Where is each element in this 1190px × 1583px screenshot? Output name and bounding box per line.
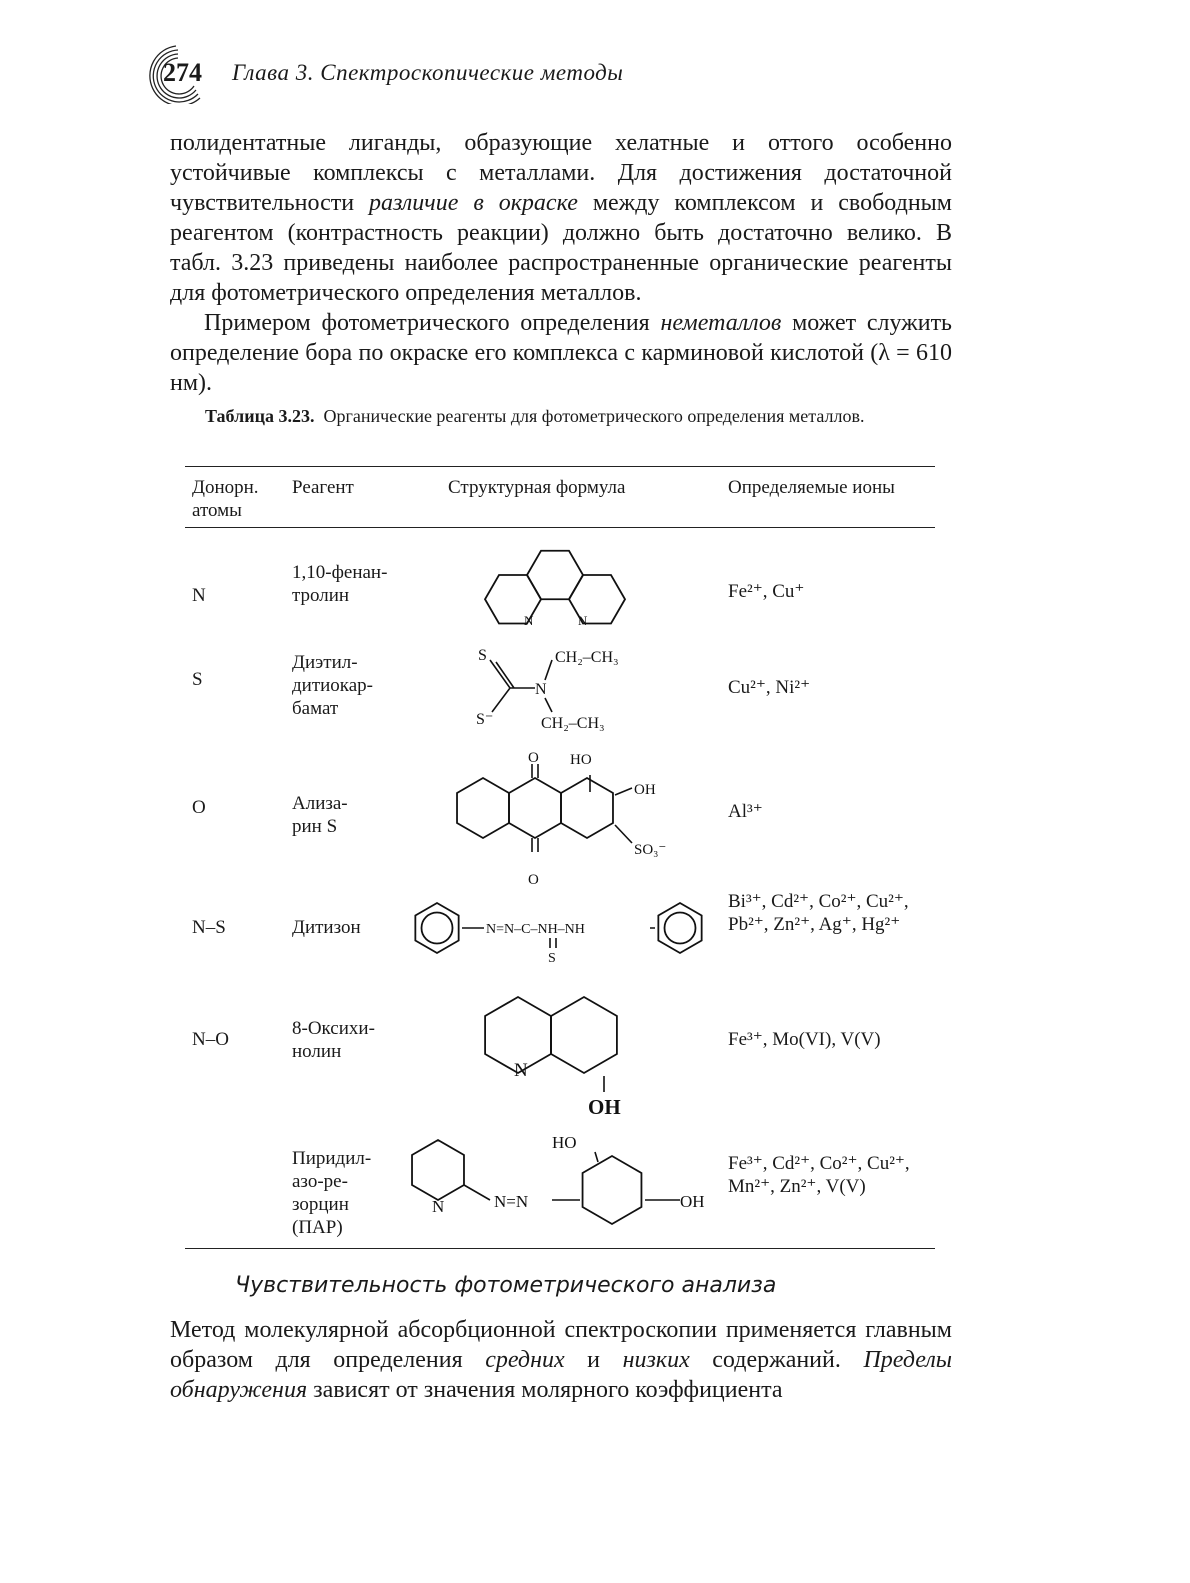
row-donor: N	[192, 585, 206, 606]
atom-label: S⁻	[476, 711, 494, 728]
row-reagent: Дитизон	[292, 917, 361, 938]
ring-icon	[551, 997, 617, 1073]
row-ions: Cu²⁺, Ni²⁺	[728, 677, 811, 698]
header-ions: Определяемые ионы	[728, 477, 895, 498]
intro-paragraph: полидентатные лиганды, образующие хелатные и оттого особенно устойчивые комплексы с металлами. Для достижения достаточной чувствительности различие в окраске между комплексом и свободным реагентом (контрастность реакции) должно быть достаточно велико. В табл. 3.23 приведены наиболее распространенные органические реагенты для фотометрического определения металлов.	[170, 130, 952, 306]
atom-label: N	[432, 1197, 445, 1216]
row-ions: Al³⁺	[728, 801, 763, 822]
row-reagent: 1,10-фенан-тролин	[292, 562, 388, 606]
table-bottom-rule	[185, 1248, 935, 1249]
row-ions: Fe³⁺, Cd²⁺, Co²⁺, Cu²⁺, Mn²⁺, Zn²⁺, V(V)	[728, 1153, 910, 1197]
intro-paragraph: Примером фотометрического определения неметаллов может служить определение бора по окраске его комплекса с карминовой кислотой (λ = 610 нм).	[170, 310, 952, 396]
atom-label: N=N	[494, 1192, 529, 1211]
ring-icon	[527, 551, 583, 599]
atom-label: OH	[634, 782, 656, 798]
aromatic-circle-icon	[665, 913, 696, 944]
row-donor: S	[192, 669, 203, 690]
atom-label: O	[528, 750, 539, 766]
atom-label: N	[524, 613, 534, 628]
atom-label: CH₂–CH₃	[555, 649, 619, 666]
outro-text: Метод молекулярной абсорбционной спектроскопии применяется главным образом для определения средних и низких содержаний. Пределы обнаружения зависят от значения молярного коэффициента	[170, 1317, 953, 1403]
ring-icon	[457, 778, 509, 838]
header-formula: Структурная формула	[448, 477, 626, 498]
page-number: 274	[163, 58, 202, 87]
ring-icon	[412, 1140, 464, 1200]
atom-label: N	[514, 1060, 528, 1081]
atom-label: OH	[588, 1095, 621, 1119]
atom-label: HO	[570, 752, 592, 768]
row-reagent: Диэтил-дитиокар-бамат	[292, 652, 374, 719]
atom-label: N	[535, 681, 547, 698]
ring-icon	[509, 778, 561, 838]
atom-label: OH	[680, 1192, 705, 1211]
atom-label: SO₃⁻	[634, 842, 667, 858]
row-ions: Bi³⁺, Cd²⁺, Co²⁺, Cu²⁺, Pb²⁺, Zn²⁺, Ag⁺, Hg²⁺	[728, 891, 909, 935]
row-donor: N–O	[192, 1029, 229, 1050]
row-donor: O	[192, 797, 206, 818]
row-ions: Fe²⁺, Cu⁺	[728, 581, 805, 602]
table-caption: Таблица 3.23. Органические реагенты для фотометрического определения металлов.	[205, 406, 865, 426]
atom-label: N	[578, 613, 588, 628]
atom-label: N=N–C–NH–NH	[486, 922, 585, 937]
header-donor: Донорн. атомы	[192, 477, 259, 521]
ring-icon	[583, 1156, 642, 1224]
ring-icon	[561, 778, 613, 838]
chapter-title: Глава 3. Спектроскопические методы	[232, 60, 624, 85]
aromatic-circle-icon	[422, 913, 453, 944]
row-donor: N–S	[192, 917, 226, 938]
header-reagent: Реагент	[292, 477, 354, 498]
atom-label: CH₂–CH₃	[541, 715, 605, 732]
atom-label: S	[548, 951, 556, 966]
row-reagent: 8-Оксихи-нолин	[292, 1018, 375, 1062]
atom-label: S	[478, 647, 487, 664]
atom-label: O	[528, 872, 539, 888]
row-ions: Fe³⁺, Mo(VI), V(V)	[728, 1029, 881, 1050]
atom-label: HO	[552, 1133, 577, 1152]
section-heading: Чувствительность фотометрического анализа	[235, 1273, 777, 1298]
row-reagent: Ализа-рин S	[292, 793, 348, 837]
row-reagent: Пиридил-азо-ре-зорцин (ПАР)	[292, 1148, 372, 1238]
